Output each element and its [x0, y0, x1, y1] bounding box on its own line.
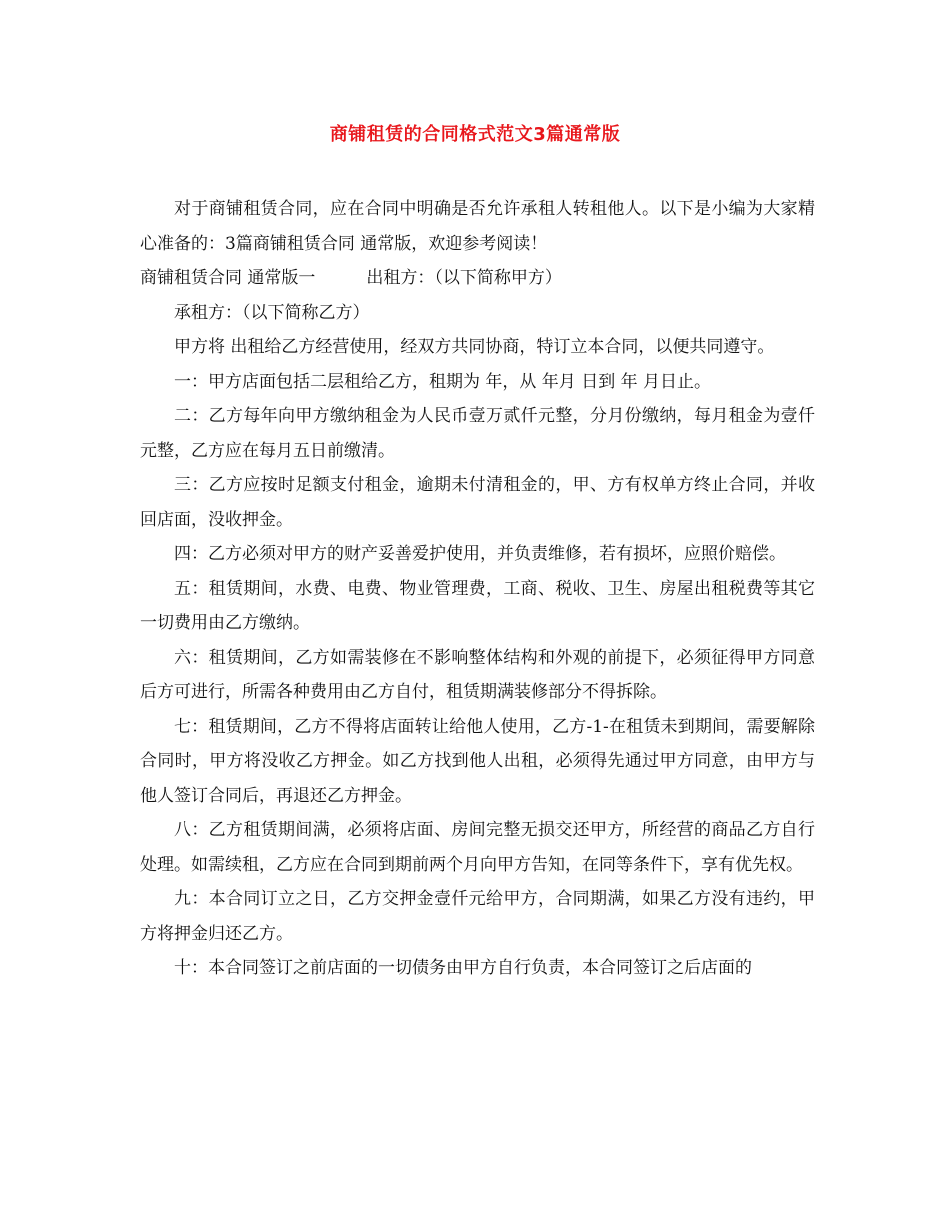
clause-4: 四：乙方必须对甲方的财产妥善爱护使用，并负责维修，若有损坏，应照价赔偿。 — [174, 544, 786, 564]
clause-6: 六：租赁期间，乙方如需装修在不影响整体结构和外观的前提下，必须征得甲方同意后方可进行，所需各种费用由乙方自付，租赁期满装修部分不得拆除。 — [140, 647, 815, 702]
clause-3: 三：乙方应按时足额支付租金，逾期未付清租金的，甲、方有权单方终止合同，并收回店面，没收押金。 — [140, 475, 815, 530]
clause-7: 七：租赁期间，乙方不得将店面转让给他人使用，乙方-1-在租赁未到期间，需要解除合同时，甲方将没收乙方押金。如乙方找到他人出租，必须得先通过甲方同意，由甲方与他人签订合同后，再退还乙方押金。 — [140, 716, 815, 806]
lessee-line: 承租方：（以下简称乙方） — [174, 302, 370, 323]
clause-1: 一：甲方店面包括二层租给乙方，租期为 年，从 年月 日到 年 月日止。 — [174, 371, 712, 392]
clause-5: 五：租赁期间，水费、电费、物业管理费，工商、税收、卫生、房屋出租税费等其它一切费用由乙方缴纳。 — [140, 578, 815, 633]
clause-2: 二：乙方每年向甲方缴纳租金为人民币壹万贰仟元整，分月份缴纳，每月租金为壹仟元整，乙方应在每月五日前缴清。 — [140, 406, 815, 461]
clause-10: 十：本合同签订之前店面的一切债务由甲方自行负责，本合同签订之后店面的 — [174, 958, 752, 978]
contract-heading-line: 商铺租赁合同 通常版一 出租方：（以下简称甲方） — [140, 268, 562, 288]
intro-paragraph: 对于商铺租赁合同，应在合同中明确是否允许承租人转租他人。以下是小编为大家精心准备的：3篇商铺租赁合同 通常版，欢迎参考阅读！ — [140, 199, 815, 254]
clause-9: 九：本合同订立之日，乙方交押金壹仟元给甲方，合同期满，如果乙方没有违约，甲方将押金归还乙方。 — [140, 889, 815, 944]
preamble-paragraph: 甲方将 出租给乙方经营使用，经双方共同协商，特订立本合同，以便共同遵守。 — [174, 337, 775, 357]
clause-8: 八：乙方租赁期间满，必须将店面、房间完整无损交还甲方，所经营的商品乙方自行处理。如需续租，乙方应在合同到期前两个月向甲方告知，在同等条件下，享有优先权。 — [140, 820, 815, 875]
document-body — [140, 192, 815, 986]
document-title: 商铺租赁的合同格式范文3篇通常版 — [329, 124, 621, 145]
